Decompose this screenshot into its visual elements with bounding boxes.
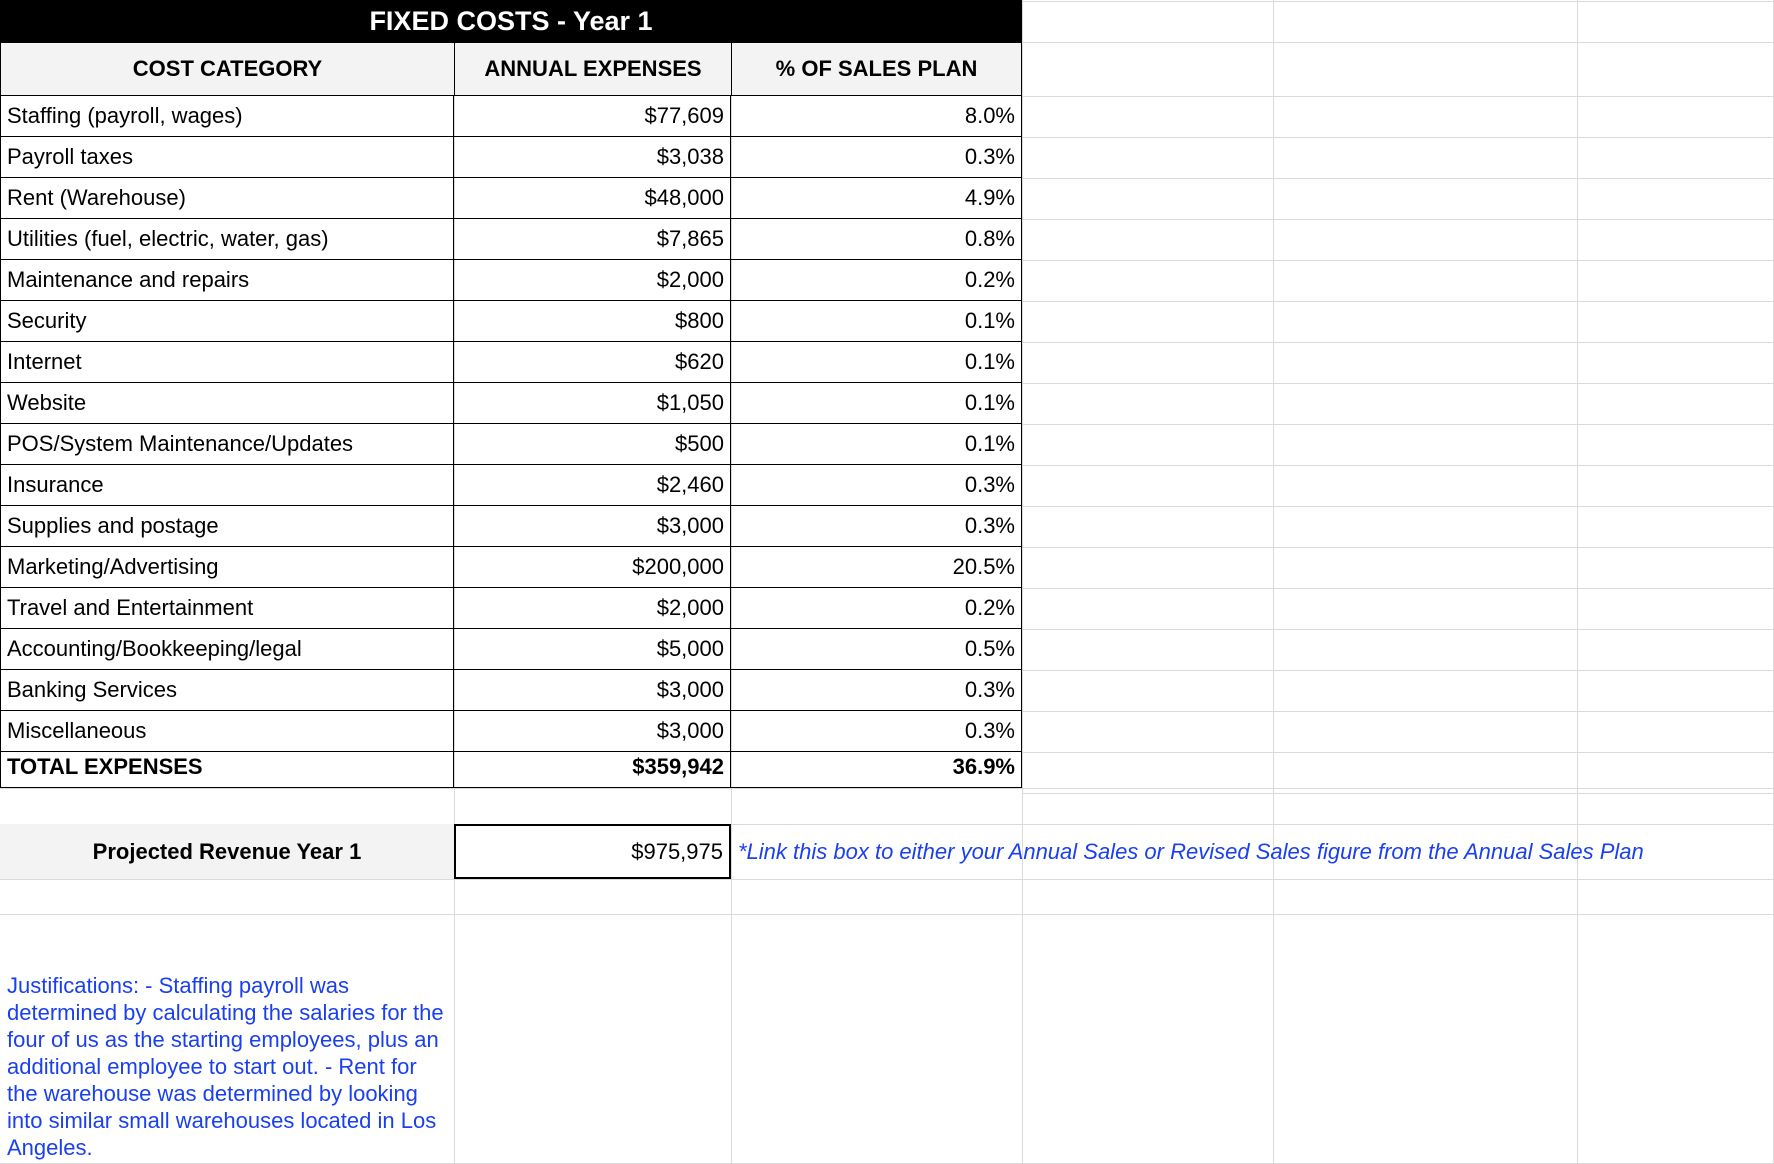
annual-expense-cell[interactable]: $48,000 <box>454 178 731 219</box>
cost-category-cell[interactable]: Website <box>0 383 454 424</box>
annual-expense-cell[interactable]: $620 <box>454 342 731 383</box>
annual-expense-cell[interactable]: $3,000 <box>454 670 731 711</box>
annual-expense-cell[interactable]: $2,000 <box>454 588 731 629</box>
grid-line-horizontal <box>1022 793 1774 794</box>
grid-line-horizontal <box>1022 96 1774 97</box>
percent-of-sales-cell[interactable]: 0.3% <box>731 465 1022 506</box>
grid-line-horizontal <box>1022 424 1774 425</box>
header-cost-category[interactable]: COST CATEGORY <box>0 42 454 96</box>
grid-line-horizontal <box>1022 547 1774 548</box>
percent-of-sales-cell[interactable]: 0.3% <box>731 670 1022 711</box>
annual-expense-cell[interactable]: $3,000 <box>454 506 731 547</box>
percent-of-sales-cell[interactable]: 0.3% <box>731 711 1022 752</box>
percent-of-sales-cell[interactable]: 20.5% <box>731 547 1022 588</box>
grid-line-horizontal <box>1022 788 1774 789</box>
cost-category-cell[interactable]: Miscellaneous <box>0 711 454 752</box>
projected-revenue-label[interactable]: Projected Revenue Year 1 <box>0 824 454 879</box>
cost-category-cell[interactable]: Marketing/Advertising <box>0 547 454 588</box>
annual-expense-cell[interactable]: $5,000 <box>454 629 731 670</box>
percent-of-sales-cell[interactable]: 0.1% <box>731 424 1022 465</box>
projected-revenue-value[interactable]: $975,975 <box>454 824 731 879</box>
cost-category-cell[interactable]: Rent (Warehouse) <box>0 178 454 219</box>
total-annual[interactable]: $359,942 <box>454 747 731 788</box>
grid-line-horizontal <box>1022 588 1774 589</box>
percent-of-sales-cell[interactable]: 4.9% <box>731 178 1022 219</box>
percent-of-sales-cell[interactable]: 0.2% <box>731 260 1022 301</box>
annual-expense-cell[interactable]: $3,000 <box>454 711 731 752</box>
revenue-link-note[interactable]: *Link this box to either your Annual Sales or Revised Sales figure from the Annual Sales Plan <box>738 838 1644 864</box>
grid-line-horizontal <box>1022 711 1774 712</box>
percent-of-sales-cell[interactable]: 0.1% <box>731 342 1022 383</box>
cost-category-cell[interactable]: Insurance <box>0 465 454 506</box>
grid-line-horizontal <box>1022 42 1774 43</box>
percent-of-sales-cell[interactable]: 8.0% <box>731 96 1022 137</box>
annual-expense-cell[interactable]: $7,865 <box>454 219 731 260</box>
grid-line-horizontal <box>1022 219 1774 220</box>
cost-category-cell[interactable]: Staffing (payroll, wages) <box>0 96 454 137</box>
annual-expense-cell[interactable]: $1,050 <box>454 383 731 424</box>
grid-line-vertical <box>1273 0 1274 1164</box>
cost-category-cell[interactable]: Internet <box>0 342 454 383</box>
annual-expense-cell[interactable]: $800 <box>454 301 731 342</box>
justification-text[interactable]: Justifications: - Staffing payroll was determined by calculating the salaries for the four of us as the starting employees, plus an additional employee to start out. - Rent for the warehouse was determined by looking into similar small warehouses located in Los Angeles. <box>7 973 444 1160</box>
grid-line-horizontal <box>1022 752 1774 753</box>
percent-of-sales-cell[interactable]: 0.8% <box>731 219 1022 260</box>
cost-category-cell[interactable]: Utilities (fuel, electric, water, gas) <box>0 219 454 260</box>
grid-line-horizontal <box>1022 914 1774 915</box>
header-percent-of-sales[interactable]: % OF SALES PLAN <box>731 42 1022 96</box>
grid-line-horizontal <box>1022 506 1774 507</box>
grid-line-horizontal <box>0 879 1022 880</box>
cost-category-cell[interactable]: Banking Services <box>0 670 454 711</box>
grid-line-horizontal <box>1022 629 1774 630</box>
grid-line-horizontal <box>1022 879 1774 880</box>
header-annual-expenses[interactable]: ANNUAL EXPENSES <box>454 42 731 96</box>
percent-of-sales-cell[interactable]: 0.3% <box>731 137 1022 178</box>
cost-category-cell[interactable]: Payroll taxes <box>0 137 454 178</box>
grid-line-horizontal <box>0 914 1022 915</box>
grid-line-horizontal <box>0 788 1022 789</box>
cost-category-cell[interactable]: Accounting/Bookkeeping/legal <box>0 629 454 670</box>
cost-category-cell[interactable]: Security <box>0 301 454 342</box>
percent-of-sales-cell[interactable]: 0.2% <box>731 588 1022 629</box>
percent-of-sales-cell[interactable]: 0.1% <box>731 301 1022 342</box>
annual-expense-cell[interactable]: $500 <box>454 424 731 465</box>
percent-of-sales-cell[interactable]: 0.1% <box>731 383 1022 424</box>
annual-expense-cell[interactable]: $2,460 <box>454 465 731 506</box>
grid-line-vertical <box>1022 0 1023 1164</box>
grid-line-horizontal <box>1022 260 1774 261</box>
grid-line-horizontal <box>1022 670 1774 671</box>
grid-line-horizontal <box>1022 301 1774 302</box>
grid-line-horizontal <box>1022 1 1774 2</box>
sheet-title[interactable]: FIXED COSTS - Year 1 <box>0 0 1022 42</box>
grid-line-horizontal <box>1022 465 1774 466</box>
grid-line-vertical <box>1577 0 1578 1164</box>
grid-line-horizontal <box>1022 383 1774 384</box>
grid-line-horizontal <box>1022 342 1774 343</box>
cost-category-cell[interactable]: Supplies and postage <box>0 506 454 547</box>
cost-category-cell[interactable]: Maintenance and repairs <box>0 260 454 301</box>
annual-expense-cell[interactable]: $77,609 <box>454 96 731 137</box>
cost-category-cell[interactable]: Travel and Entertainment <box>0 588 454 629</box>
total-label[interactable]: TOTAL EXPENSES <box>0 747 454 788</box>
annual-expense-cell[interactable]: $3,038 <box>454 137 731 178</box>
annual-expense-cell[interactable]: $2,000 <box>454 260 731 301</box>
percent-of-sales-cell[interactable]: 0.3% <box>731 506 1022 547</box>
total-percent[interactable]: 36.9% <box>731 747 1022 788</box>
percent-of-sales-cell[interactable]: 0.5% <box>731 629 1022 670</box>
annual-expense-cell[interactable]: $200,000 <box>454 547 731 588</box>
grid-line-horizontal <box>1022 178 1774 179</box>
cost-category-cell[interactable]: POS/System Maintenance/Updates <box>0 424 454 465</box>
grid-line-horizontal <box>1022 137 1774 138</box>
